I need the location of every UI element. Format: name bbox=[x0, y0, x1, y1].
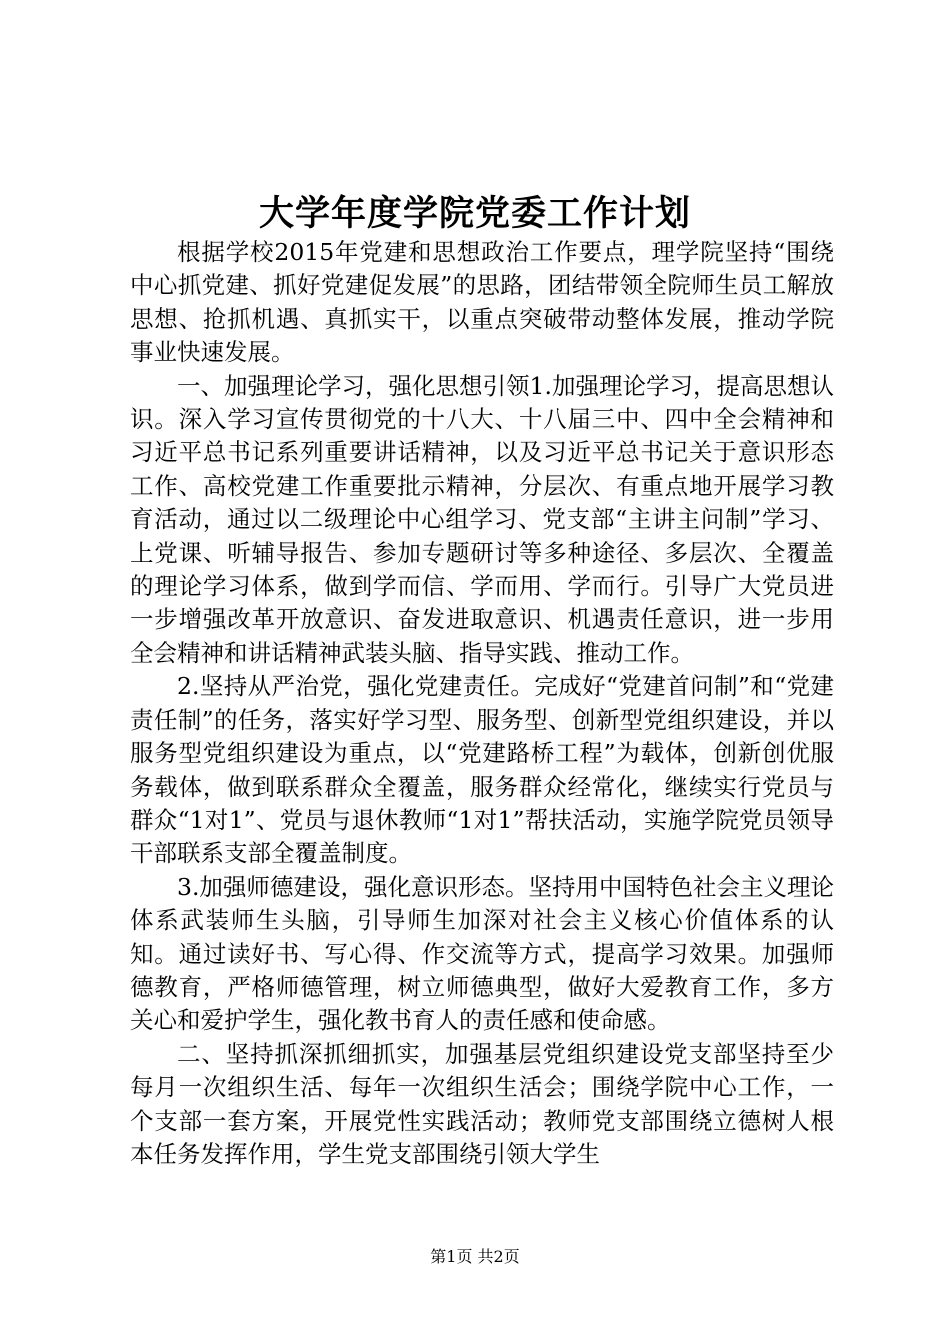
document-body bbox=[130, 236, 834, 1171]
paragraph-section-1: 一、加强理论学习，强化思想引领1.加强理论学习，提高思想认识。深入学习宣传贯彻党的十八大、十八届三中、四中全会精神和习近平总书记系列重要讲话精神，以及习近平总书记关于意识形态工作、高校党建工作重要批示精神，分层次、有重点地开展学习教育活动，通过以二级理论中心组学习、党支部“主讲主问制”学习、上党课、听辅导报告、参加专题研讨等多种途径、多层次、全覆盖的理论学习体系，做到学而信、学而用、学而行。引导广大党员进一步增强改革开放意识、奋发进取意识、机遇责任意识，进一步用全会精神和讲话精神武装头脑、指导实践、推动工作。 bbox=[130, 371, 834, 667]
paragraph-section-2: 二、坚持抓深抓细抓实，加强基层党组织建设党支部坚持至少每月一次组织生活、每年一次组织生活会；围绕学院中心工作，一个支部一套方案，开展党性实践活动；教师党支部围绕立德树人根本任务发挥作用，学生党支部围绕引领大学生 bbox=[130, 1039, 834, 1168]
paragraph-item-3: 3.加强师德建设，强化意识形态。坚持用中国特色社会主义理论体系武装师生头脑，引导师生加深对社会主义核心价值体系的认知。通过读好书、写心得、作交流等方式，提高学习效果。加强师德教育，严格师德管理，树立师德典型，做好大爱教育工作，多方关心和爱护学生，强化教书育人的责任感和使命感。 bbox=[130, 872, 834, 1035]
paragraph-item-2: 2.坚持从严治党，强化党建责任。完成好“党建首问制”和“党建责任制”的任务，落实好学习型、服务型、创新型党组织建设，并以服务型党组织建设为重点，以“党建路桥工程”为载体，创新创优服务载体，做到联系群众全覆盖，服务群众经常化，继续实行党员与群众“1对1”、党员与退休教师“1对1”帮扶活动，实施学院党员领导干部联系支部全覆盖制度。 bbox=[130, 672, 834, 868]
page-footer: 第1页 共2页 bbox=[430, 1247, 520, 1266]
document-title: 大学年度学院党委工作计划 bbox=[258, 193, 691, 234]
paragraph-intro: 根据学校2015年党建和思想政治工作要点，理学院坚持“围绕中心抓党建、抓好党建促发展”的思路，团结带领全院师生员工解放思想、抢抓机遇、真抓实干，以重点突破带动整体发展，推动学院事业快速发展。 bbox=[130, 238, 834, 367]
